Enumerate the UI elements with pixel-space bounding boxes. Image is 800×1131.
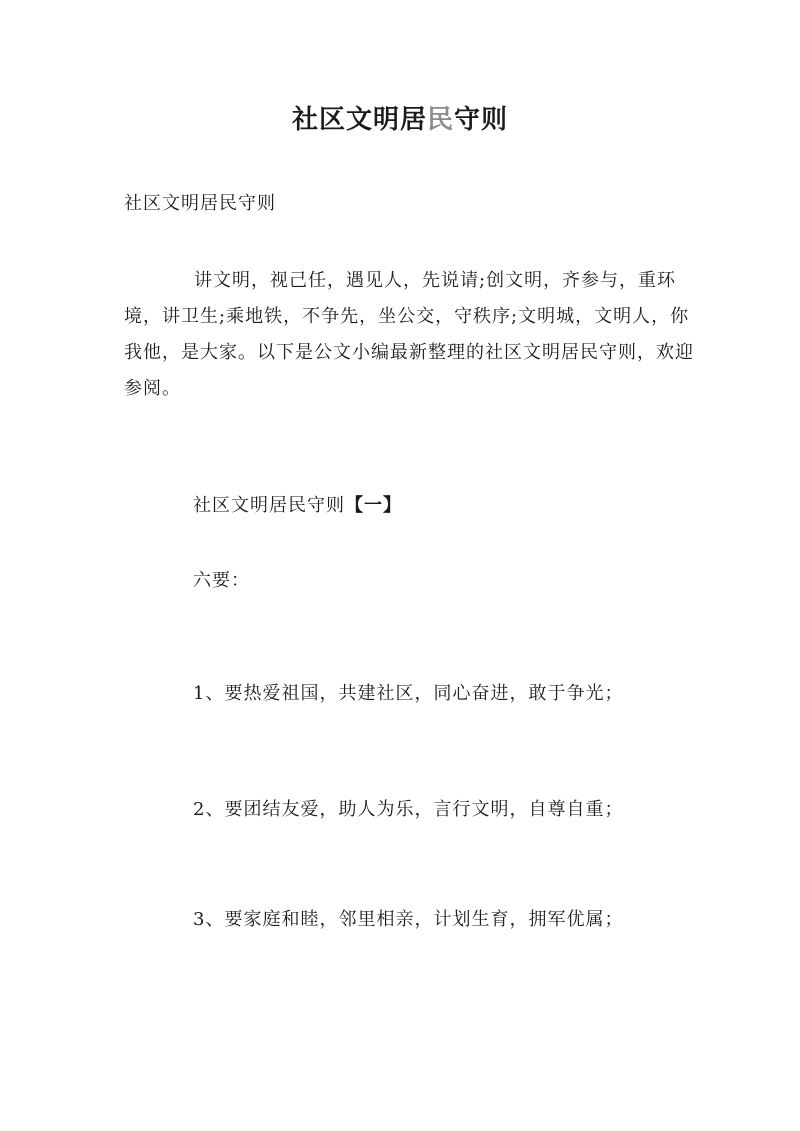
document-subtitle: 社区文明居民守则	[124, 193, 276, 214]
list-item: 3、要家庭和睦，邻里相亲，计划生育，拥军优属；	[193, 909, 624, 930]
section-heading	[193, 492, 402, 520]
title-text-part2: 守则	[454, 105, 509, 135]
document-title	[0, 100, 800, 140]
title-text-highlight: 民	[426, 105, 454, 135]
title-text-part1: 社区文明居	[291, 105, 427, 135]
section-marker: 【一】	[345, 495, 402, 516]
list-heading: 六要：	[193, 570, 250, 591]
intro-paragraph: 讲文明，视己任，遇见人，先说请;创文明，齐参与，重环境，讲卫生;乘地铁，不争先，坐公交，守秩序;文明城，文明人，你我他，是大家。以下是公文小编最新整理的社区文明居民守则，欢迎参阅。	[124, 270, 694, 399]
list-item: 1、要热爱祖国，共建社区，同心奋进，敢于争光；	[193, 683, 624, 704]
list-item: 2、要团结友爱，助人为乐，言行文明，自尊自重；	[193, 799, 624, 820]
section-heading-text: 社区文明居民守则	[193, 495, 345, 516]
